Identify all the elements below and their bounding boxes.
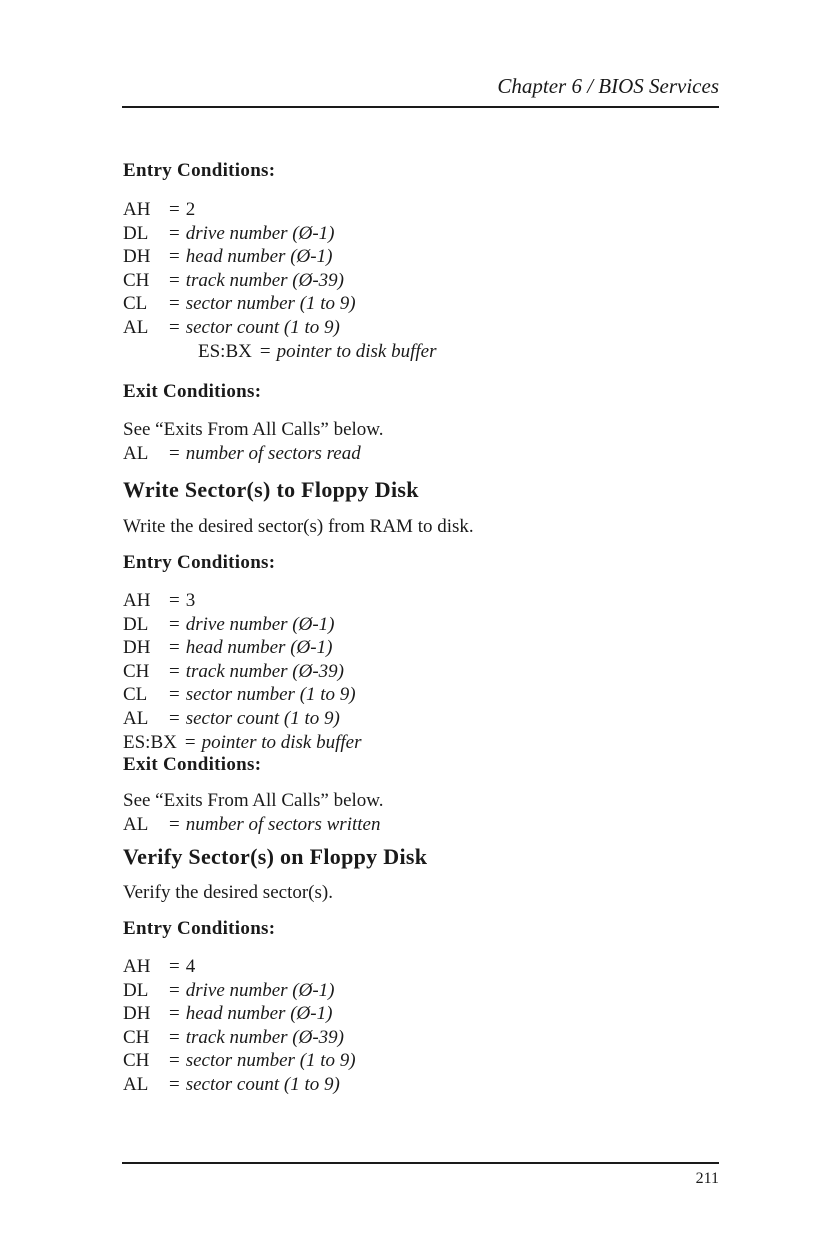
header-rule (122, 106, 719, 108)
register-value: track number (Ø-39) (185, 1026, 345, 1048)
register-value: 4 (185, 956, 196, 977)
write-exit-conditions (123, 789, 384, 836)
register-label: AH (123, 199, 151, 220)
equals-sign: = (169, 707, 180, 729)
register-row (123, 589, 361, 613)
register-value: sector count (1 to 9) (185, 316, 340, 338)
exit-note: See “Exits From All Calls” below. (123, 419, 384, 440)
exit-note: See “Exits From All Calls” below. (123, 790, 384, 811)
register-row (123, 292, 436, 316)
register-row (123, 198, 436, 222)
equals-sign: = (169, 442, 180, 464)
write-section-description: Write the desired sector(s) from RAM to disk. (123, 516, 474, 537)
register-row (123, 1002, 356, 1026)
register-label: AL (123, 1073, 149, 1095)
equals-sign: = (169, 222, 180, 244)
equals-sign: = (169, 1003, 180, 1025)
register-value: head number (Ø-1) (185, 246, 333, 268)
register-value: number of sectors written (185, 813, 381, 835)
register-row (123, 813, 384, 837)
register-value: sector number (1 to 9) (185, 1050, 356, 1072)
register-label: AL (123, 707, 149, 729)
register-value: track number (Ø-39) (185, 660, 345, 682)
equals-sign: = (169, 979, 180, 1001)
equals-sign: = (169, 246, 180, 268)
register-row (123, 1026, 356, 1050)
register-label: CL (123, 684, 148, 706)
register-value: head number (Ø-1) (185, 1003, 333, 1025)
register-label: AL (123, 316, 149, 338)
write-section-title: Write Sector(s) to Floppy Disk (123, 477, 419, 502)
read-entry-heading: Entry Conditions: (123, 160, 276, 181)
read-exit-heading: Exit Conditions: (123, 381, 262, 402)
register-label: DL (123, 979, 149, 1001)
equals-sign: = (169, 1050, 180, 1072)
register-row (123, 660, 361, 684)
equals-sign: = (169, 813, 180, 835)
equals-sign: = (169, 684, 180, 706)
register-value: pointer to disk buffer (276, 340, 437, 362)
footer-rule (122, 1162, 719, 1164)
read-exit-conditions (123, 418, 384, 465)
verify-entry-heading: Entry Conditions: (123, 918, 276, 939)
equals-sign: = (169, 1073, 180, 1095)
running-head: Chapter 6 / BIOS Services (497, 74, 719, 98)
equals-sign: = (169, 590, 180, 611)
register-row (123, 442, 384, 466)
register-label: DL (123, 222, 149, 244)
equals-sign: = (169, 269, 180, 291)
register-value: 2 (185, 199, 196, 220)
verify-section-title: Verify Sector(s) on Floppy Disk (123, 844, 428, 869)
register-value: sector number (1 to 9) (185, 684, 356, 706)
equals-sign: = (169, 199, 180, 220)
register-label: AH (123, 956, 151, 977)
register-label: DL (123, 613, 149, 635)
register-value: sector count (1 to 9) (185, 707, 340, 729)
write-exit-heading: Exit Conditions: (123, 754, 262, 775)
equals-sign: = (169, 613, 180, 635)
register-label: DH (123, 246, 151, 268)
equals-sign: = (169, 956, 180, 977)
register-label: ES:BX (198, 340, 252, 362)
register-row (123, 979, 356, 1003)
page-number: 211 (695, 1170, 719, 1187)
equals-sign: = (259, 340, 271, 362)
register-value: drive number (Ø-1) (185, 979, 335, 1001)
register-label: AH (123, 590, 151, 611)
equals-sign: = (169, 660, 180, 682)
read-entry-registers (123, 198, 436, 363)
register-row (123, 316, 436, 340)
register-row (123, 613, 361, 637)
register-row (123, 222, 436, 246)
register-row (123, 269, 436, 293)
write-entry-heading: Entry Conditions: (123, 552, 276, 573)
equals-sign: = (169, 316, 180, 338)
register-value: track number (Ø-39) (185, 269, 345, 291)
register-value: pointer to disk buffer (201, 731, 362, 753)
register-label: CH (123, 1050, 150, 1072)
register-row (123, 636, 361, 660)
register-value: drive number (Ø-1) (185, 222, 335, 244)
register-label: CH (123, 269, 150, 291)
register-row (123, 245, 436, 269)
equals-sign: = (169, 637, 180, 659)
verify-section-description: Verify the desired sector(s). (123, 882, 333, 903)
register-value: sector count (1 to 9) (185, 1073, 340, 1095)
equals-sign: = (169, 293, 180, 315)
register-value: 3 (185, 590, 196, 611)
register-label: DH (123, 1003, 151, 1025)
register-row (123, 683, 361, 707)
register-label: AL (123, 813, 149, 835)
register-label: CH (123, 1026, 150, 1048)
equals-sign: = (169, 1026, 180, 1048)
register-value: number of sectors read (185, 442, 361, 464)
register-label: CH (123, 660, 150, 682)
equals-sign: = (184, 731, 196, 753)
register-value: sector number (1 to 9) (185, 293, 356, 315)
register-label: DH (123, 637, 151, 659)
register-value: head number (Ø-1) (185, 637, 333, 659)
verify-entry-registers (123, 955, 356, 1097)
write-entry-registers (123, 589, 361, 754)
register-label: ES:BX (123, 731, 177, 753)
register-label: AL (123, 442, 149, 464)
register-row (123, 340, 436, 364)
register-row (123, 1049, 356, 1073)
register-row (123, 731, 361, 755)
register-value: drive number (Ø-1) (185, 613, 335, 635)
register-row (123, 1073, 356, 1097)
register-row (123, 707, 361, 731)
register-row (123, 955, 356, 979)
register-label: CL (123, 293, 148, 315)
